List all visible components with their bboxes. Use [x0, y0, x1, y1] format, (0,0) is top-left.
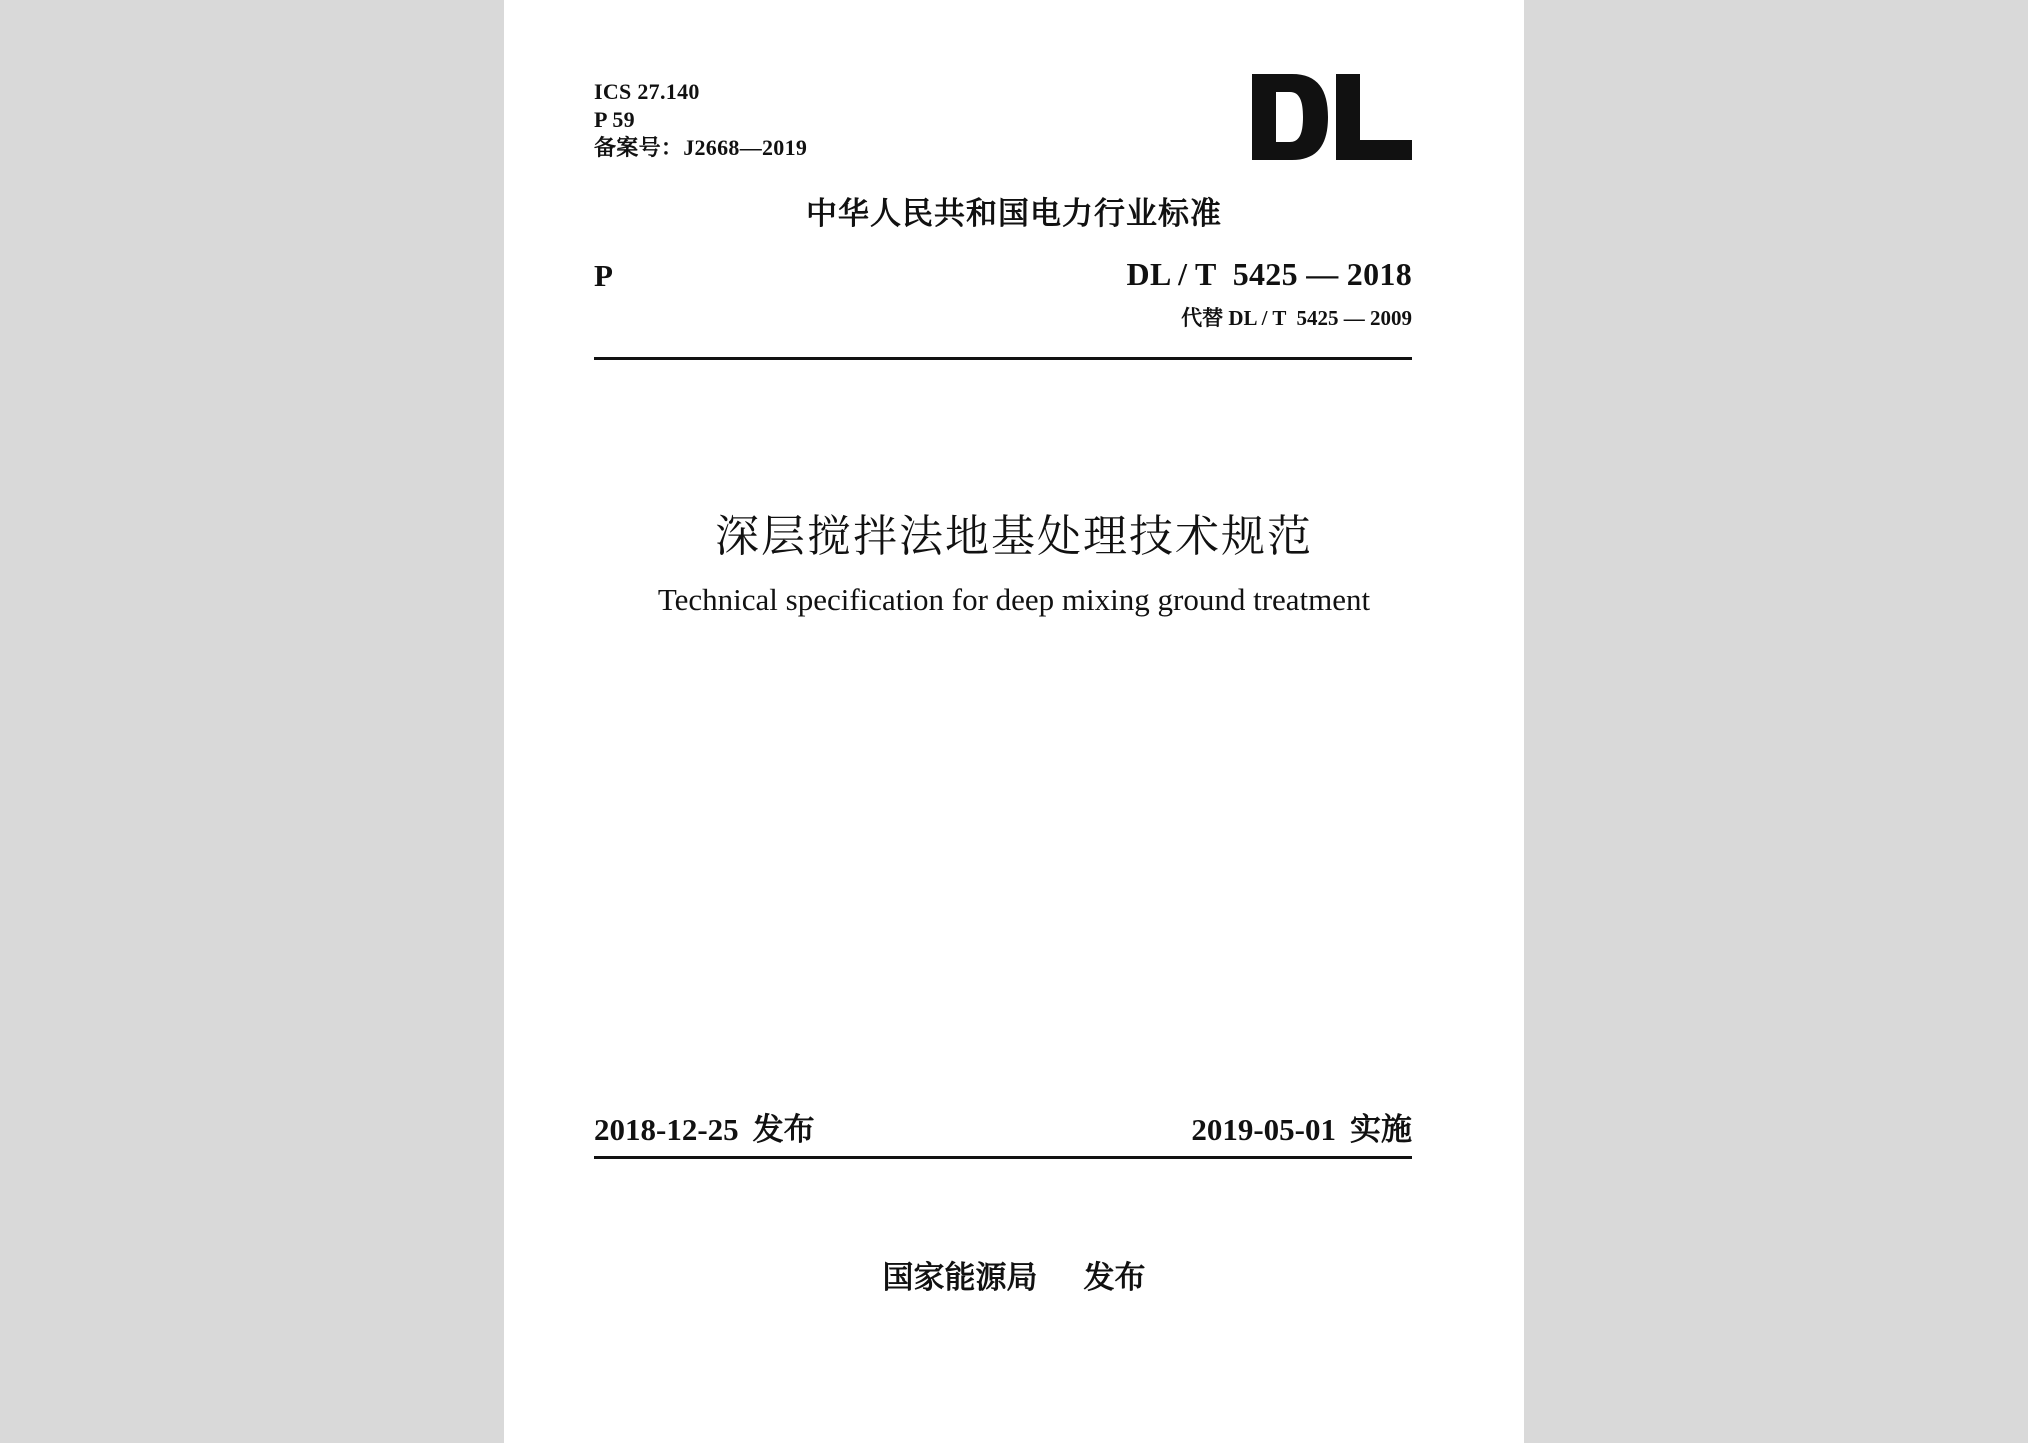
dl-logo	[1252, 72, 1412, 162]
implement-label: 实施	[1350, 1112, 1412, 1148]
header-rule	[594, 357, 1412, 360]
replaces-standard: 代替 DL / T 5425 — 2009	[1181, 306, 1412, 330]
document-title-chinese: 深层搅拌法地基处理技术规范	[715, 511, 1313, 562]
document-page	[504, 0, 1524, 1443]
publisher-line	[504, 1252, 1524, 1297]
document-title-english: Technical specification for deep mixing ground treatment	[657, 582, 1371, 617]
publisher-name: 国家能源局	[882, 1260, 1038, 1296]
publisher-label: 发布	[1083, 1260, 1146, 1296]
issue-date-line	[594, 1104, 815, 1149]
ics-code: ICS 27.140	[594, 79, 700, 104]
footer-rule	[594, 1156, 1412, 1159]
standard-category-title: 中华人民共和国电力行业标准	[806, 196, 1222, 232]
class-code: P	[594, 258, 613, 293]
dl-logo-graphic	[1252, 72, 1412, 162]
implement-date-line	[1191, 1104, 1412, 1149]
record-number: 备案号：J2668—2019	[594, 135, 808, 160]
ccs-code: P 59	[594, 107, 635, 132]
standard-number: DL / T 5425 — 2018	[1126, 256, 1412, 292]
issue-date: 2018-12-25	[594, 1112, 739, 1147]
issue-label: 发布	[752, 1112, 815, 1148]
implement-date: 2019-05-01	[1191, 1112, 1336, 1147]
